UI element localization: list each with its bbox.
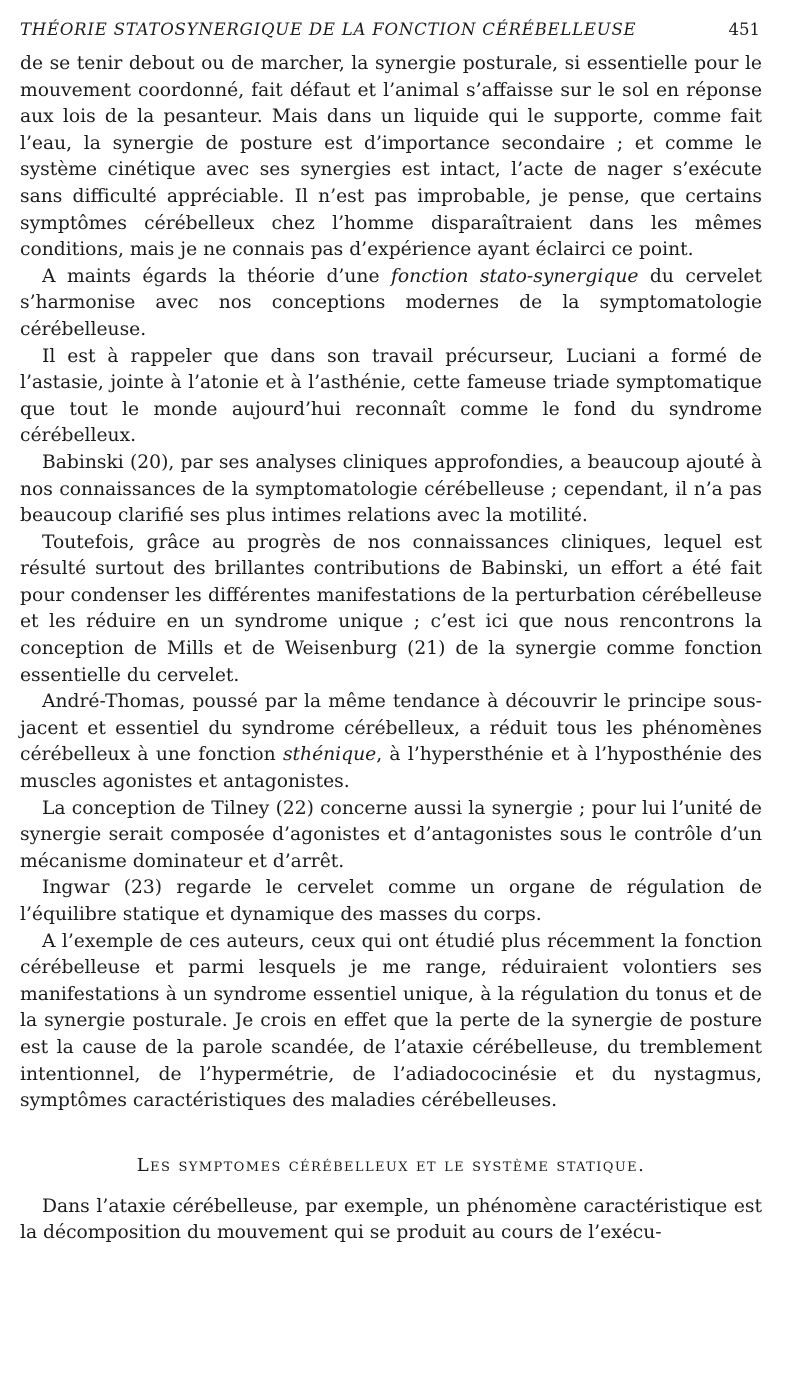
paragraph: [20, 796, 762, 876]
text-run: Ingwar (23) regarde le cervelet comme un organe de régulation de l’équilibre statique et dynamique des masses du corps.: [20, 877, 762, 925]
text-run: André-Thomas, poussé par la même tendance à découvrir le principe sous-jacent et essentiel du syndrome cérébelleux, a réduit tous les phénomènes cérébelleux à une fonction: [20, 691, 762, 766]
paragraph: [20, 344, 762, 450]
running-title: THÉORIE STATOSYNERGIQUE DE LA FONCTION CÉRÉBELLEUSE: [20, 20, 637, 39]
running-header: [20, 20, 762, 39]
page-number: 451: [728, 20, 760, 39]
paragraph: [20, 530, 762, 690]
paragraph: [20, 264, 762, 344]
paragraph: [20, 875, 762, 928]
text-run: du cervelet s’harmonise avec nos conceptions modernes de la symptomatologie cérébelleuse.: [20, 265, 763, 340]
text-run: de se tenir debout ou de marcher, la synergie posturale, si essentielle pour le mouvement coordonné, fait défaut et l’animal s’affaisse sur le sol en réponse aux lois de la pesanteur. Mais dans un liquide qui le supporte, comme fait l’eau, la synergie de posture est d’importance secondaire ; et comme le système cinétique avec ses synergies est intact, l’acte de nager s’exécute sans difficulté appréciable. Il n’est pas improbable, je pense, que certains symptômes cérébelleux chez l’homme disparaîtraient dans les mêmes conditions, mais je ne connais pas d’expérience ayant éclairci ce point.: [20, 53, 762, 261]
text-run: Babinski (20), par ses analyses cliniques approfondies, a beaucoup ajouté à nos connaissances de la symptomatologie cérébelleuse ; cependant, il n’a pas beaucoup clarifié ses plus intimes relations avec la motilité.: [20, 451, 762, 527]
paragraph: [20, 929, 762, 1115]
text-run: La conception de Tilney (22) concerne aussi la synergie ; pour lui l’unité de synergie serait composée d’agonistes et d’antagonistes sous le contrôle d’un mécanisme dominateur et d’arrêt.: [20, 797, 762, 872]
text-run: Toutefois, grâce au progrès de nos connaissances cliniques, lequel est résulté surtout des brillantes contributions de Babinski, un effort a été fait pour condenser les différentes manifestations de la perturbation cérébelleuse et les réduire en un syndrome unique ; c’est ici que nous rencontrons la conception de Mills et de Weisenburg (21) de la synergie comme fonction essentielle du cervelet.: [20, 531, 762, 686]
paragraph: [20, 689, 762, 795]
text-run: A maints égards la théorie d’une: [42, 265, 391, 287]
text-run: , à l’hypersthénie et à l’hyposthénie des muscles agonistes et antagonistes.: [20, 744, 762, 793]
paragraph: [20, 1194, 762, 1247]
body-text: [20, 51, 762, 1247]
italic-term: fonction stato-synergique: [391, 265, 639, 287]
text-run: Dans l’ataxie cérébelleuse, par exemple, un phénomène caractéristique est la décomposition du mouvement qui se produit au cours de l’exécu-: [20, 1195, 762, 1244]
paragraph: [20, 51, 762, 264]
text-run: A l’exemple de ces auteurs, ceux qui ont étudié plus récemment la fonction cérébelleuse et parmi lesquels je me range, réduiraient volontiers ses manifestations à un syndrome essentiel unique, à la régulation du tonus et de la synergie posturale. Je crois en effet que la perte de la synergie de posture est la cause de la parole scandée, de l’ataxie cérébelleuse, du tremblement intentionnel, de l’hypermétrie, de l’adiadococinésie et du nystagmus, symptômes caractéristiques des maladies cérébelleuses.: [20, 930, 762, 1112]
section-heading: Les symptomes cérébelleux et le système statique.: [136, 1154, 646, 1176]
text-run: Il est à rappeler que dans son travail précurseur, Luciani a formé de l’astasie, jointe à l’atonie et à l’asthénie, cette fameuse triade symptomatique que tout le monde aujourd’hui reconnaît comme le fond du syndrome cérébelleux.: [20, 345, 762, 447]
italic-term: sthénique: [282, 744, 377, 766]
paragraph: [20, 450, 762, 530]
